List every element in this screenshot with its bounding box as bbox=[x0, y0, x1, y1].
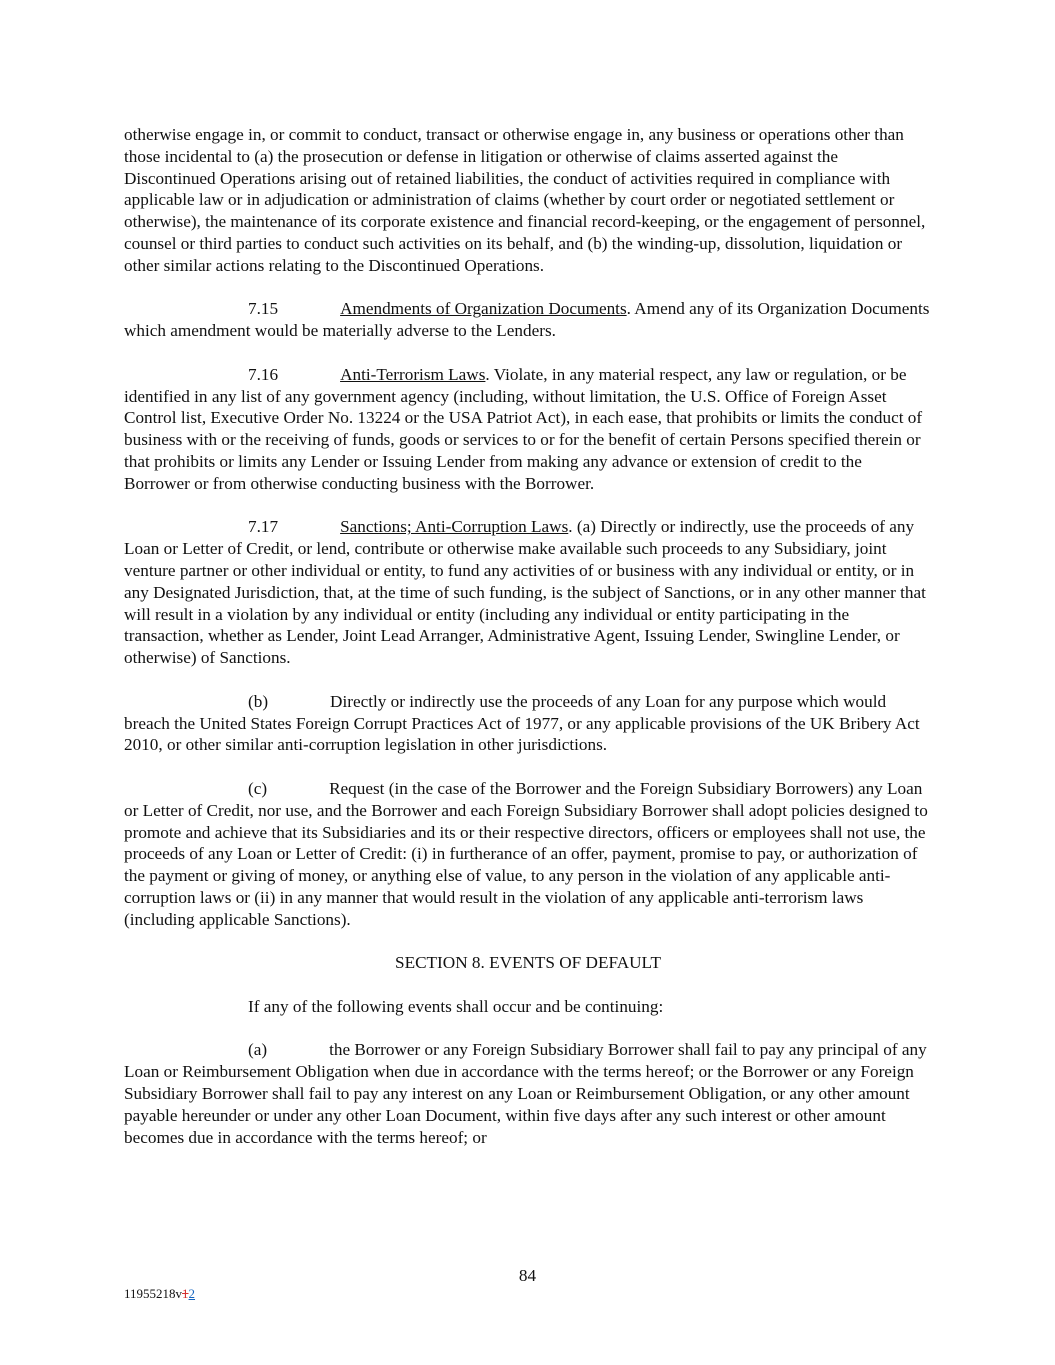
section-7-17-number: 7.17 bbox=[248, 517, 279, 537]
section-8-a-label: (a) bbox=[248, 1040, 268, 1060]
section-7-17-c bbox=[124, 778, 932, 931]
section-7-17-c-text: Request (in the case of the Borrower and the Foreign Subsidiary Borrowers) any Loan or Letter of Credit, nor use, and the Borrower and each Foreign Subsidiary Borrower shall adopt policies designed to promote and achieve that its Subsidiaries and its or their respective directors, officers or employees shall not use, the proceeds of any Loan or Letter of Credit: (i) in furtherance of an offer, payment, promise to pay, or authorization of the payment or giving of money, or anything else of value, to any person in the violation of any applicable anti-corruption laws or (ii) in any manner that would result in the violation of any applicable anti-terrorism laws (including applicable Sanctions). bbox=[124, 778, 928, 929]
section-7-16-heading: Anti-Terrorism Laws bbox=[340, 364, 486, 384]
section-7-17-b bbox=[124, 691, 932, 756]
document-body bbox=[124, 124, 932, 1170]
section-7-17-heading: Sanctions; Anti-Corruption Laws bbox=[340, 517, 569, 537]
section-8-a-text: the Borrower or any Foreign Subsidiary Borrower shall fail to pay any principal of any Loan or Reimbursement Obligation when due in accordance with the terms hereof; or the Borrower or any Foreign Subsidiary Borrower shall fail to pay any interest on any Loan or Reimbursement Obligation, or any other amount payable hereunder or under any other Loan Document, within five days after any such interest or other amount becomes due in accordance with the terms hereof; or bbox=[124, 1040, 927, 1147]
section-7-16-text: . Violate, in any material respect, any law or regulation, or be identified in any list of any government agency (including, without limitation, the U.S. Office of Foreign Asset Control list, Executive Order No. 13224 or the USA Patriot Act), in each ease, that prohibits or limits the conduct of business with or the receiving of funds, goods or services to or for the benefit of certain Persons specified therein or that prohibits or limits any Lender or Issuing Lender from making any advance or extension of credit to the Borrower or from otherwise conducting business with the Borrower. bbox=[124, 364, 923, 493]
page-number: 84 bbox=[518, 1266, 537, 1285]
document-id-inserted-version: 2 bbox=[188, 1286, 196, 1301]
document-id-prefix: 11955218v bbox=[124, 1286, 183, 1301]
section-7-16 bbox=[124, 364, 932, 495]
section-7-15-heading: Amendments of Organization Documents bbox=[340, 299, 627, 319]
section-7-15-number: 7.15 bbox=[248, 299, 279, 319]
continuation-paragraph: otherwise engage in, or commit to conduct, transact or otherwise engage in, any business or operations other than those incidental to (a) the prosecution or defense in litigation or otherwise of claims asserted against the Discontinued Operations arising out of retained liabilities, the conduct of activities required in compliance with applicable law or in adjudication or administration of claims (whether by court order or negotiated settlement or otherwise), the maintenance of its corporate existence and financial record-keeping, or the engagement of personnel, counsel or third parties to conduct such activities on its behalf, and (b) the winding-up, dissolution, liquidation or other similar actions relating to the Discontinued Operations. bbox=[124, 125, 926, 275]
section-7-17 bbox=[124, 516, 932, 669]
section-7-17-b-label: (b) bbox=[248, 691, 269, 711]
section-7-16-number: 7.16 bbox=[248, 364, 279, 384]
section-7-17-c-label: (c) bbox=[248, 778, 268, 798]
section-7-15 bbox=[124, 298, 932, 342]
section-7-15-text: . Amend any of its Organization Documents which amendment would be materially adverse to the Lenders. bbox=[124, 299, 930, 341]
section-7-17-b-text: Directly or indirectly use the proceeds of any Loan for any purpose which would breach the United States Foreign Corrupt Practices Act of 1977, or any applicable provisions of the UK Bribery Act 2010, or other similar anti-corruption legislation in other jurisdictions. bbox=[124, 691, 920, 755]
section-8-a bbox=[124, 1039, 932, 1148]
section-8-intro: If any of the following events shall occur and be continuing: bbox=[248, 996, 664, 1016]
section-8-heading: SECTION 8. EVENTS OF DEFAULT bbox=[395, 953, 661, 973]
section-7-17-text: . (a) Directly or indirectly, use the proceeds of any Loan or Letter of Credit, or lend, contribute or otherwise make available such proceeds to any Subsidiary, joint venture partner or other individual or entity, to fund any activities of or business with any individual or entity, or in any Designated Jurisdiction, that, at the time of such funding, is the subject of Sanctions, or in any other manner that will result in a violation by any individual or entity (including any individual or entity participating in the transaction, whether as Lender, Joint Lead Arranger, Administrative Agent, Issuing Lender, Swingline Lender, or otherwise) of Sanctions. bbox=[124, 517, 926, 668]
document-id bbox=[124, 1286, 195, 1302]
document-id-deleted-version: 1 bbox=[182, 1286, 189, 1301]
